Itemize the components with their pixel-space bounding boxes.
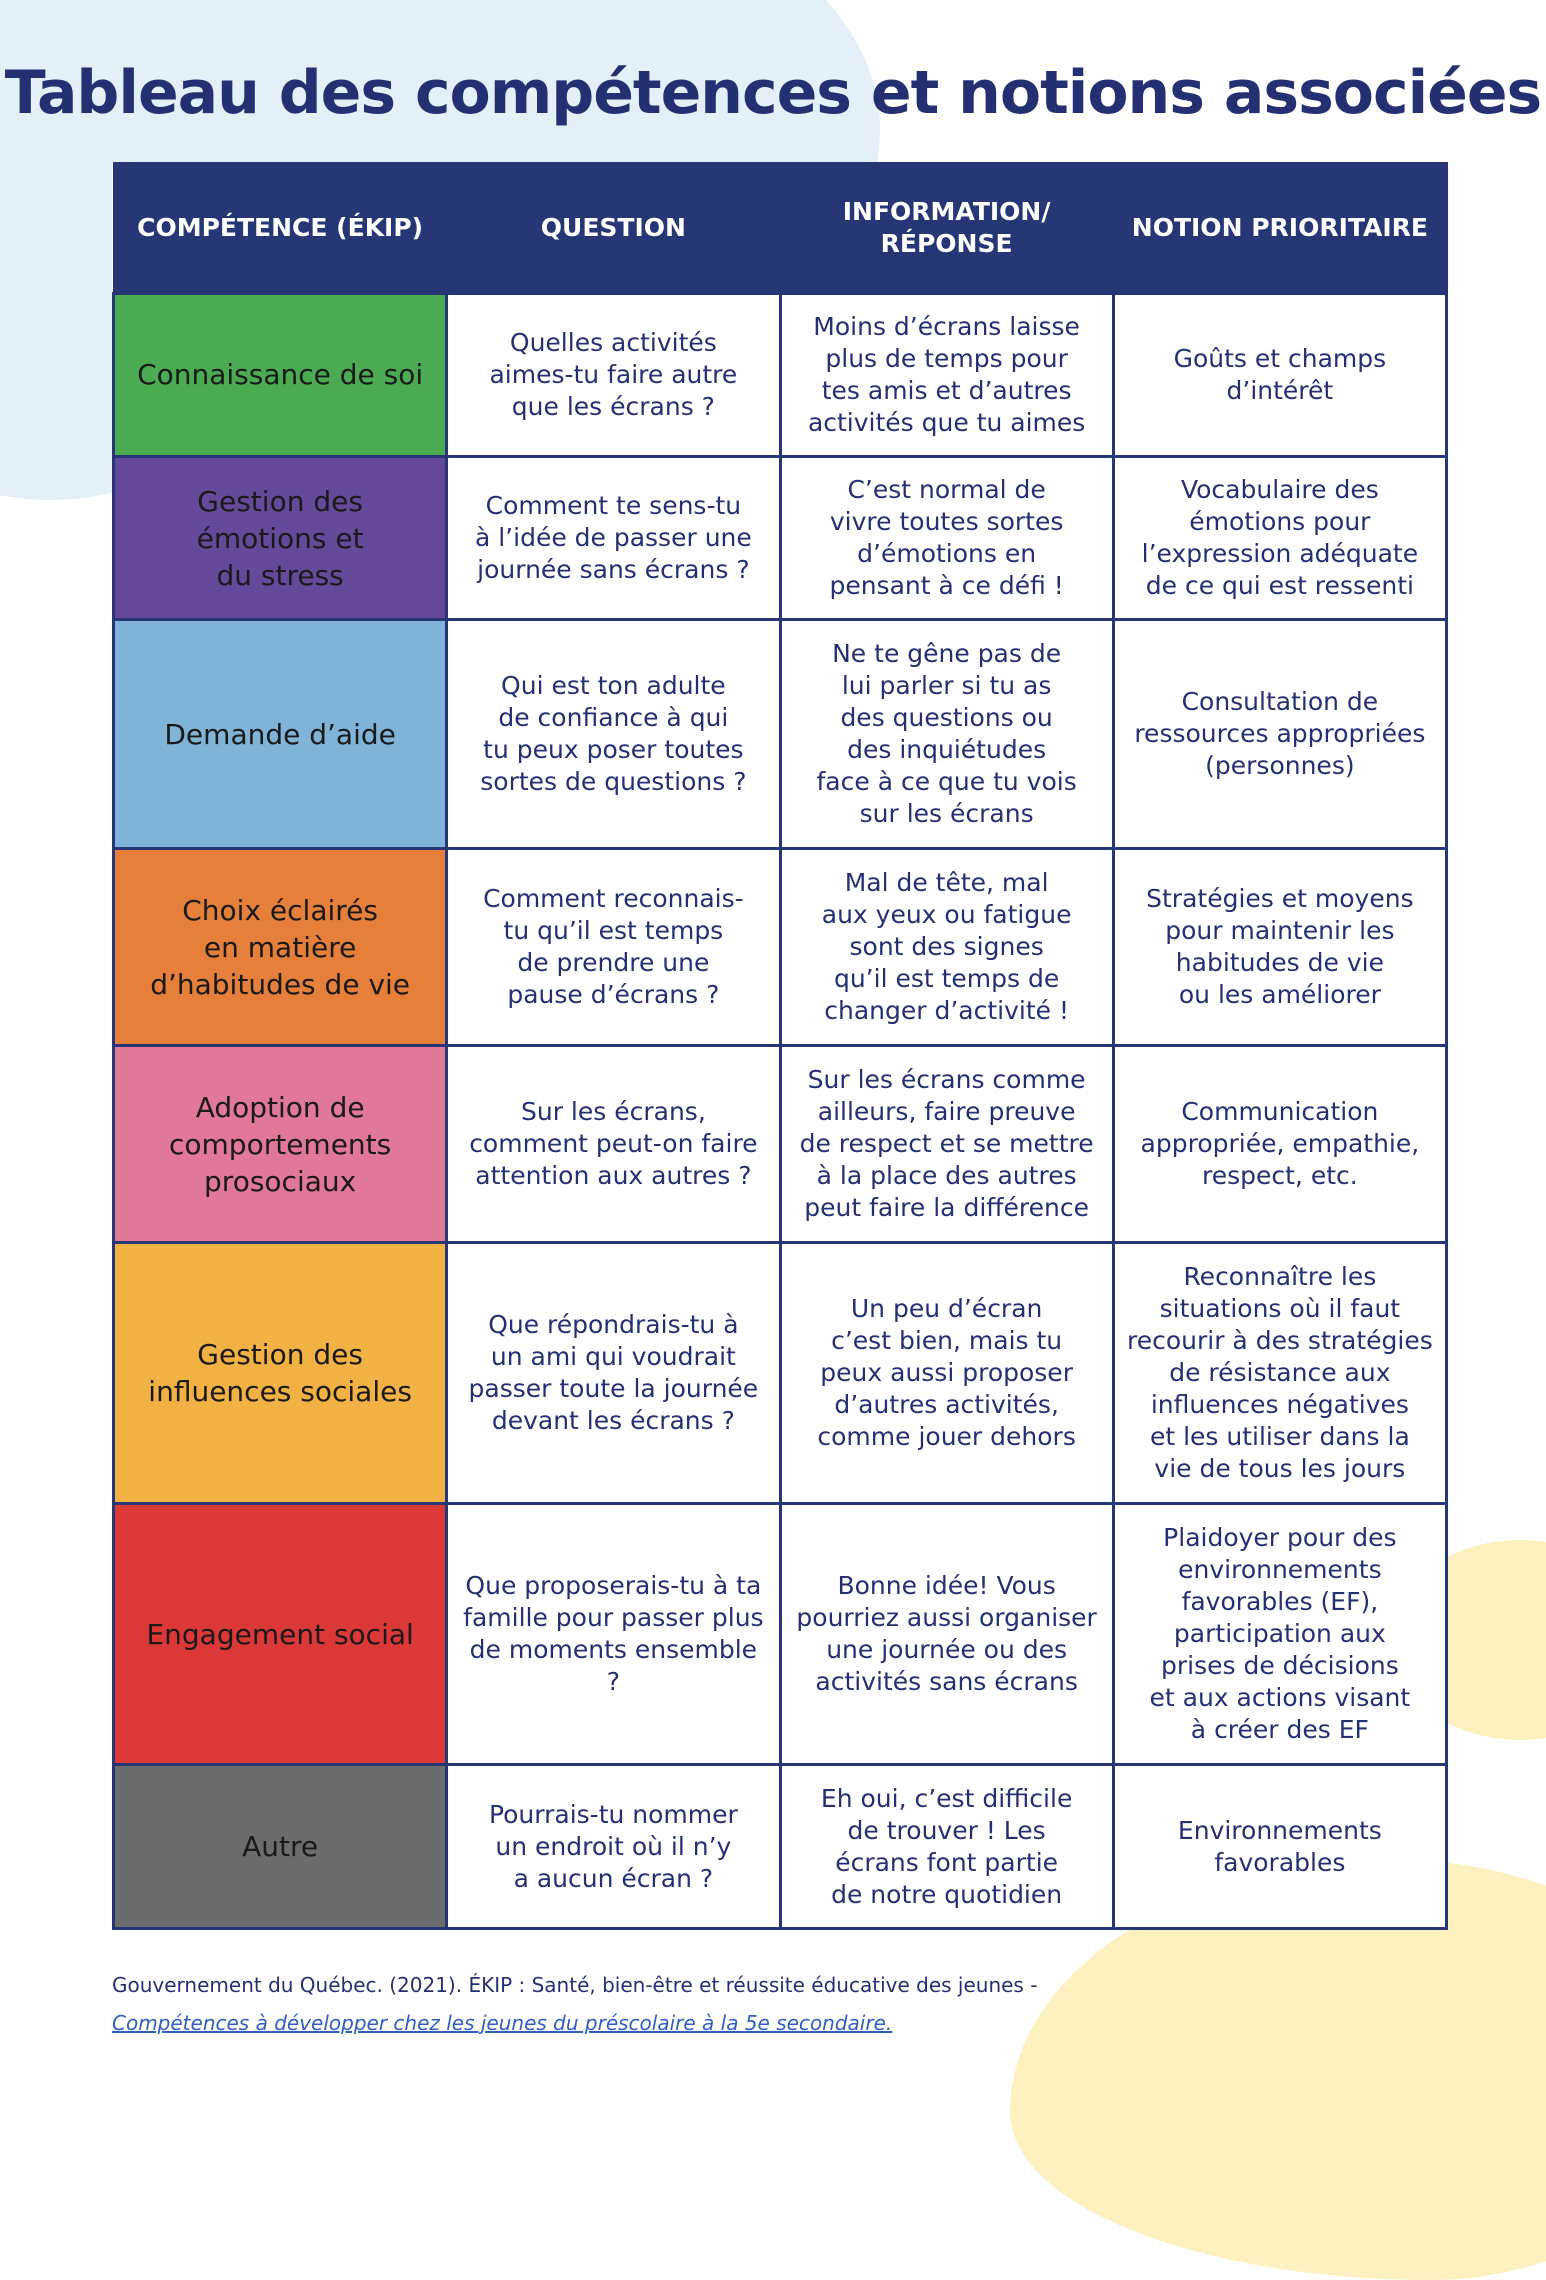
notion-cell	[1113, 294, 1446, 457]
competence-cell	[114, 620, 447, 849]
notion-text: Environnements favorables	[1177, 1815, 1382, 1877]
question-text: Pourrais-tu nommer un endroit où il n’y a aucun écran ?	[488, 1799, 738, 1893]
notion-cell	[1113, 1046, 1446, 1243]
question-cell	[447, 1765, 780, 1929]
notion-text: Reconnaître les situations où il faut recourir à des stratégies de résistance aux influences négatives et les utiliser dans la vie de tous les jours	[1126, 1262, 1433, 1484]
reponse-text: Sur les écrans comme ailleurs, faire preuve de respect et se mettre à la place des autres peut faire la différence	[799, 1065, 1094, 1223]
reponse-cell	[780, 1046, 1113, 1243]
question-cell	[447, 1046, 780, 1243]
reponse-text: C’est normal de vivre toutes sortes d’émotions en pensant à ce défi !	[829, 475, 1064, 601]
competence-text: Connaissance de soi	[137, 358, 424, 392]
reponse-cell	[780, 1243, 1113, 1504]
competence-text: Demande d’aide	[164, 717, 396, 751]
reponse-text: Moins d’écrans laisse plus de temps pour tes amis et d’autres activités que tu aimes	[807, 311, 1086, 437]
question-text: Qui est ton adulte de confiance à qui tu peux poser toutes sortes de questions ?	[480, 671, 747, 797]
reponse-text: Mal de tête, mal aux yeux ou fatigue sont des signes qu’il est temps de changer d’activité !	[821, 868, 1072, 1026]
question-text: Que répondrais-tu à un ami qui voudrait passer toute la journée devant les écrans ?	[468, 1310, 759, 1436]
question-text: Comment te sens-tu à l’idée de passer une journée sans écrans ?	[474, 491, 752, 585]
table-header-row	[114, 163, 1447, 294]
notion-cell	[1113, 1504, 1446, 1765]
competence-text: Engagement social	[146, 1617, 414, 1651]
notion-cell	[1113, 620, 1446, 849]
notion-cell	[1113, 456, 1446, 620]
competences-table	[112, 162, 1448, 1930]
table-row	[114, 849, 1447, 1046]
notion-text: Goûts et champs d’intérêt	[1173, 343, 1387, 405]
competence-text: Autre	[242, 1830, 319, 1864]
reponse-cell	[780, 1504, 1113, 1765]
notion-text: Consultation de ressources appropriées (personnes)	[1134, 687, 1426, 781]
reponse-cell	[780, 620, 1113, 849]
competence-text: Gestion des émotions et du stress	[196, 484, 364, 592]
competence-cell	[114, 1765, 447, 1929]
table-row	[114, 1046, 1447, 1243]
table-row	[114, 620, 1447, 849]
citation-text: Gouvernement du Québec. (2021). ÉKIP : Santé, bien-être et réussite éducative des jeunes -	[112, 1973, 1038, 1997]
notion-text: Communication appropriée, empathie, respect, etc.	[1140, 1097, 1420, 1191]
question-cell	[447, 620, 780, 849]
reponse-cell	[780, 1765, 1113, 1929]
table-row	[114, 294, 1447, 457]
question-cell	[447, 456, 780, 620]
question-cell	[447, 1243, 780, 1504]
citation-link[interactable]: Compétences à développer chez les jeunes du préscolaire à la 5e secondaire.	[112, 2011, 893, 2035]
competence-text: Gestion des influences sociales	[148, 1338, 412, 1409]
table-row	[114, 456, 1447, 620]
reponse-cell	[780, 456, 1113, 620]
competence-text: Adoption de comportements prosociaux	[169, 1090, 392, 1198]
reponse-text: Bonne idée! Vous pourriez aussi organiser une journée ou des activités sans écrans	[796, 1571, 1097, 1697]
notion-cell	[1113, 1243, 1446, 1504]
reponse-text: Ne te gêne pas de lui parler si tu as des questions ou des inquiétudes face à ce que tu vois sur les écrans	[816, 639, 1077, 829]
reponse-text: Eh oui, c’est difficile de trouver ! Les écrans font partie de notre quotidien	[820, 1783, 1073, 1909]
competence-cell	[114, 456, 447, 620]
competence-cell	[114, 1046, 447, 1243]
question-text: Quelles activités aimes-tu faire autre que les écrans ?	[489, 327, 738, 421]
notion-cell	[1113, 1765, 1446, 1929]
competence-cell	[114, 1243, 447, 1504]
competence-cell	[114, 294, 447, 457]
header-information-reponse: INFORMATION/ RÉPONSE	[780, 163, 1113, 294]
header-competence: COMPÉTENCE (ÉKIP)	[114, 163, 447, 294]
question-text: Que proposerais-tu à ta famille pour passer plus de moments ensemble ?	[463, 1571, 764, 1697]
reponse-cell	[780, 294, 1113, 457]
reponse-cell	[780, 849, 1113, 1046]
question-cell	[447, 1504, 780, 1765]
notion-text: Vocabulaire des émotions pour l’expression adéquate de ce qui est ressenti	[1141, 475, 1419, 601]
notion-cell	[1113, 849, 1446, 1046]
question-text: Comment reconnais- tu qu’il est temps de prendre une pause d’écrans ?	[483, 884, 744, 1010]
page-title: Tableau des compétences et notions associées	[4, 58, 1542, 128]
competence-cell	[114, 849, 447, 1046]
table-row	[114, 1243, 1447, 1504]
question-cell	[447, 294, 780, 457]
notion-text: Stratégies et moyens pour maintenir les habitudes de vie ou les améliorer	[1146, 884, 1414, 1010]
question-cell	[447, 849, 780, 1046]
header-question: QUESTION	[447, 163, 780, 294]
table-row	[114, 1765, 1447, 1929]
competence-cell	[114, 1504, 447, 1765]
header-notion-prioritaire: NOTION PRIORITAIRE	[1113, 163, 1446, 294]
competence-text: Choix éclairés en matière d’habitudes de vie	[150, 893, 411, 1001]
reponse-text: Un peu d’écran c’est bien, mais tu peux aussi proposer d’autres activités, comme jouer dehors	[817, 1294, 1076, 1452]
question-text: Sur les écrans, comment peut-on faire attention aux autres ?	[469, 1097, 758, 1191]
notion-text: Plaidoyer pour des environnements favorables (EF), participation aux prises de décisions et aux actions visant à créer des EF	[1149, 1523, 1411, 1745]
table-row	[114, 1504, 1447, 1765]
source-citation	[112, 1966, 1037, 2042]
